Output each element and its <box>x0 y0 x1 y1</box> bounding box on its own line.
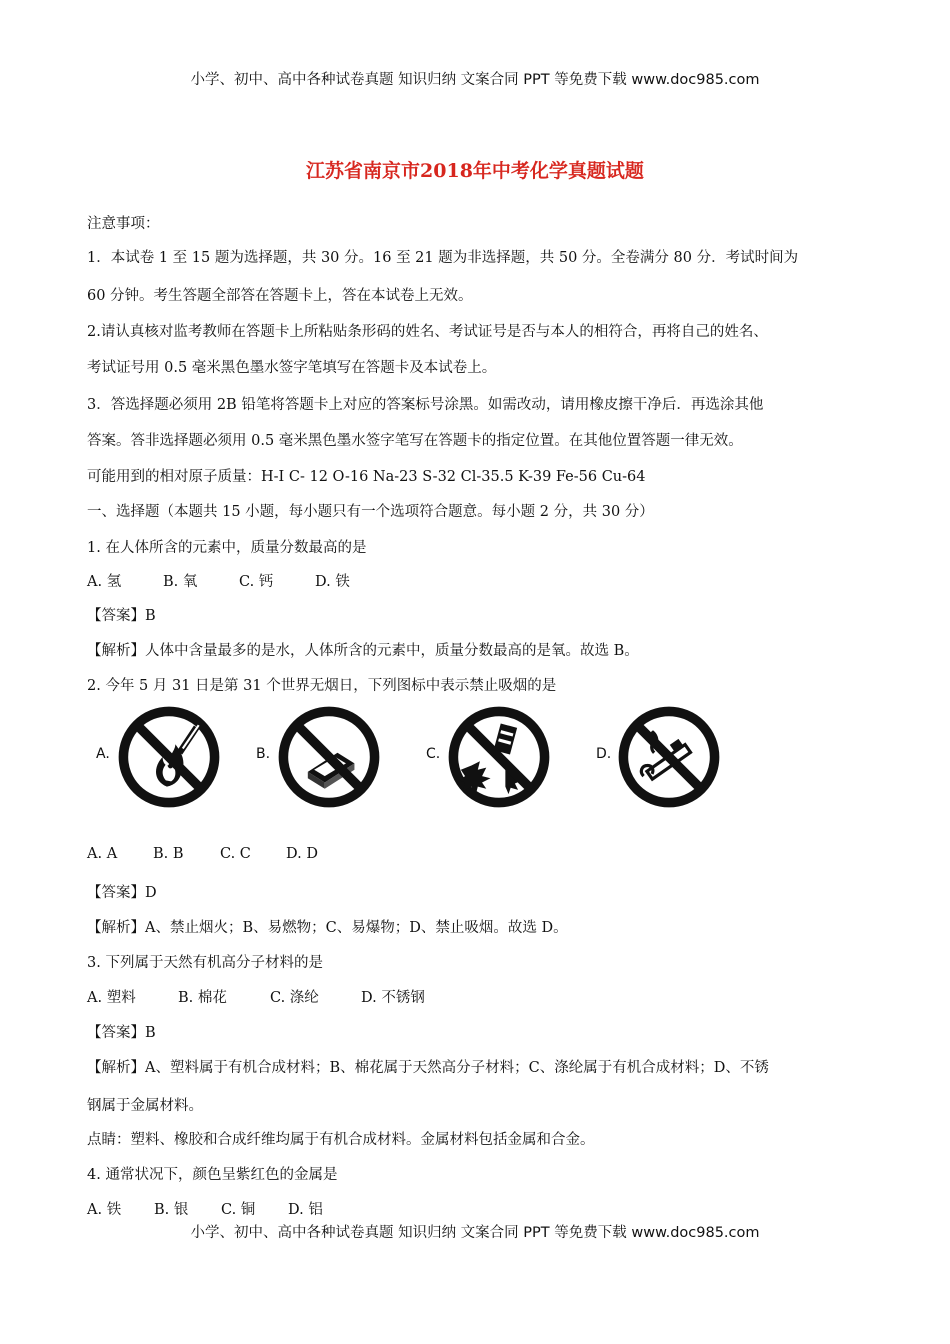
sign-label: D. <box>596 746 612 762</box>
sign-label: C. <box>426 746 441 762</box>
question-stem: 2. 今年 5 月 31 日是第 31 个世界无烟日，下列图标中表示禁止吸烟的是 <box>87 678 557 694</box>
question-stem: 3. 下列属于天然有机高分子材料的是 <box>87 955 323 971</box>
analysis-line: 【解析】A、禁止烟火；B、易燃物；C、易爆物；D、禁止吸烟。故选 D。 <box>87 920 568 936</box>
question-options <box>87 846 318 862</box>
sign-c <box>420 700 580 810</box>
question-stem: 1. 在人体所含的元素中，质量分数最高的是 <box>87 540 367 556</box>
answer-line: 【答案】B <box>87 608 156 624</box>
notice-heading: 注意事项： <box>87 216 160 232</box>
option-a: A. 铁 <box>87 1202 122 1218</box>
notice-line: 答案。答非选择题必须用 0.5 毫米黑色墨水签字笔写在答题卡的指定位置。在其他位置答题一律无效。 <box>87 433 743 449</box>
question-stem: 4. 通常状况下，颜色呈紫红色的金属是 <box>87 1167 338 1183</box>
option-b: B. 棉花 <box>178 990 227 1006</box>
flammable-material-icon <box>276 704 382 810</box>
option-d: D. 不锈钢 <box>361 990 425 1006</box>
notice-line: 2.请认真核对监考教师在答题卡上所粘贴条形码的姓名、考试证号是否与本人的相符合，再将自己的姓名、 <box>87 324 768 340</box>
option-a: A. 氢 <box>87 574 122 590</box>
question-options <box>87 570 350 591</box>
option-b: B. 银 <box>154 1202 189 1218</box>
sign-b <box>250 700 410 810</box>
notice-line: 考试证号用 0.5 毫米黑色墨水签字笔填写在答题卡及本试卷上。 <box>87 360 497 376</box>
analysis-line: 【解析】人体中含量最多的是水，人体所含的元素中，质量分数最高的是氧。故选 B。 <box>87 643 639 659</box>
sign-figure <box>90 700 790 810</box>
notice-line: 3．答选择题必须用 2B 铅笔将答题卡上对应的答案标号涂黑。如需改动，请用橡皮擦干净后．再选涂其他 <box>87 397 764 413</box>
option-a: A. A <box>87 846 118 862</box>
no-fireworks-icon <box>116 704 222 810</box>
option-c: C. C <box>220 846 251 862</box>
question-options <box>87 1198 323 1219</box>
option-d: D. D <box>286 846 318 862</box>
option-b: B. 氧 <box>163 574 198 590</box>
page-header: 小学、初中、高中各种试卷真题 知识归纳 文案合同 PPT 等免费下载 www.doc985.com <box>190 72 760 88</box>
option-b: B. B <box>153 846 184 862</box>
sign-label: A. <box>96 746 110 762</box>
notice-line: 60 分钟。考生答题全部答在答题卡上，答在本试卷上无效。 <box>87 288 473 304</box>
option-c: C. 涤纶 <box>270 990 319 1006</box>
exam-title: 江苏省南京市2018年中考化学真题试题 <box>306 160 644 182</box>
option-c: C. 铜 <box>221 1202 256 1218</box>
note-line: 点睛：塑料、橡胶和合成纤维均属于有机合成材料。金属材料包括金属和合金。 <box>87 1132 595 1148</box>
sign-label: B. <box>256 746 271 762</box>
option-d: D. 铁 <box>315 574 350 590</box>
atomic-mass-line: 可能用到的相对原子质量：H-I C- 12 O-16 Na-23 S-32 Cl-35.5 K-39 Fe-56 Cu-64 <box>87 469 646 485</box>
answer-line: 【答案】D <box>87 885 157 901</box>
option-a: A. 塑料 <box>87 990 136 1006</box>
page-footer: 小学、初中、高中各种试卷真题 知识归纳 文案合同 PPT 等免费下载 www.doc985.com <box>190 1225 760 1241</box>
question-options <box>87 986 425 1007</box>
notice-line: 1．本试卷 1 至 15 题为选择题，共 30 分。16 至 21 题为非选择题，共 50 分。全卷满分 80 分．考试时间为 <box>87 250 799 266</box>
sign-a <box>90 700 250 810</box>
sign-d <box>590 700 750 810</box>
answer-line: 【答案】B <box>87 1025 156 1041</box>
analysis-line: 【解析】A、塑料属于有机合成材料；B、棉花属于天然高分子材料；C、涤纶属于有机合成材料；D、不锈 <box>87 1060 769 1076</box>
analysis-line: 钢属于金属材料。 <box>87 1098 203 1114</box>
option-d: D. 铝 <box>288 1202 323 1218</box>
explosive-material-icon <box>446 704 552 810</box>
option-c: C. 钙 <box>239 574 274 590</box>
no-smoking-icon <box>616 704 722 810</box>
section-heading: 一、选择题（本题共 15 小题，每小题只有一个选项符合题意。每小题 2 分，共 30 分） <box>87 504 654 520</box>
